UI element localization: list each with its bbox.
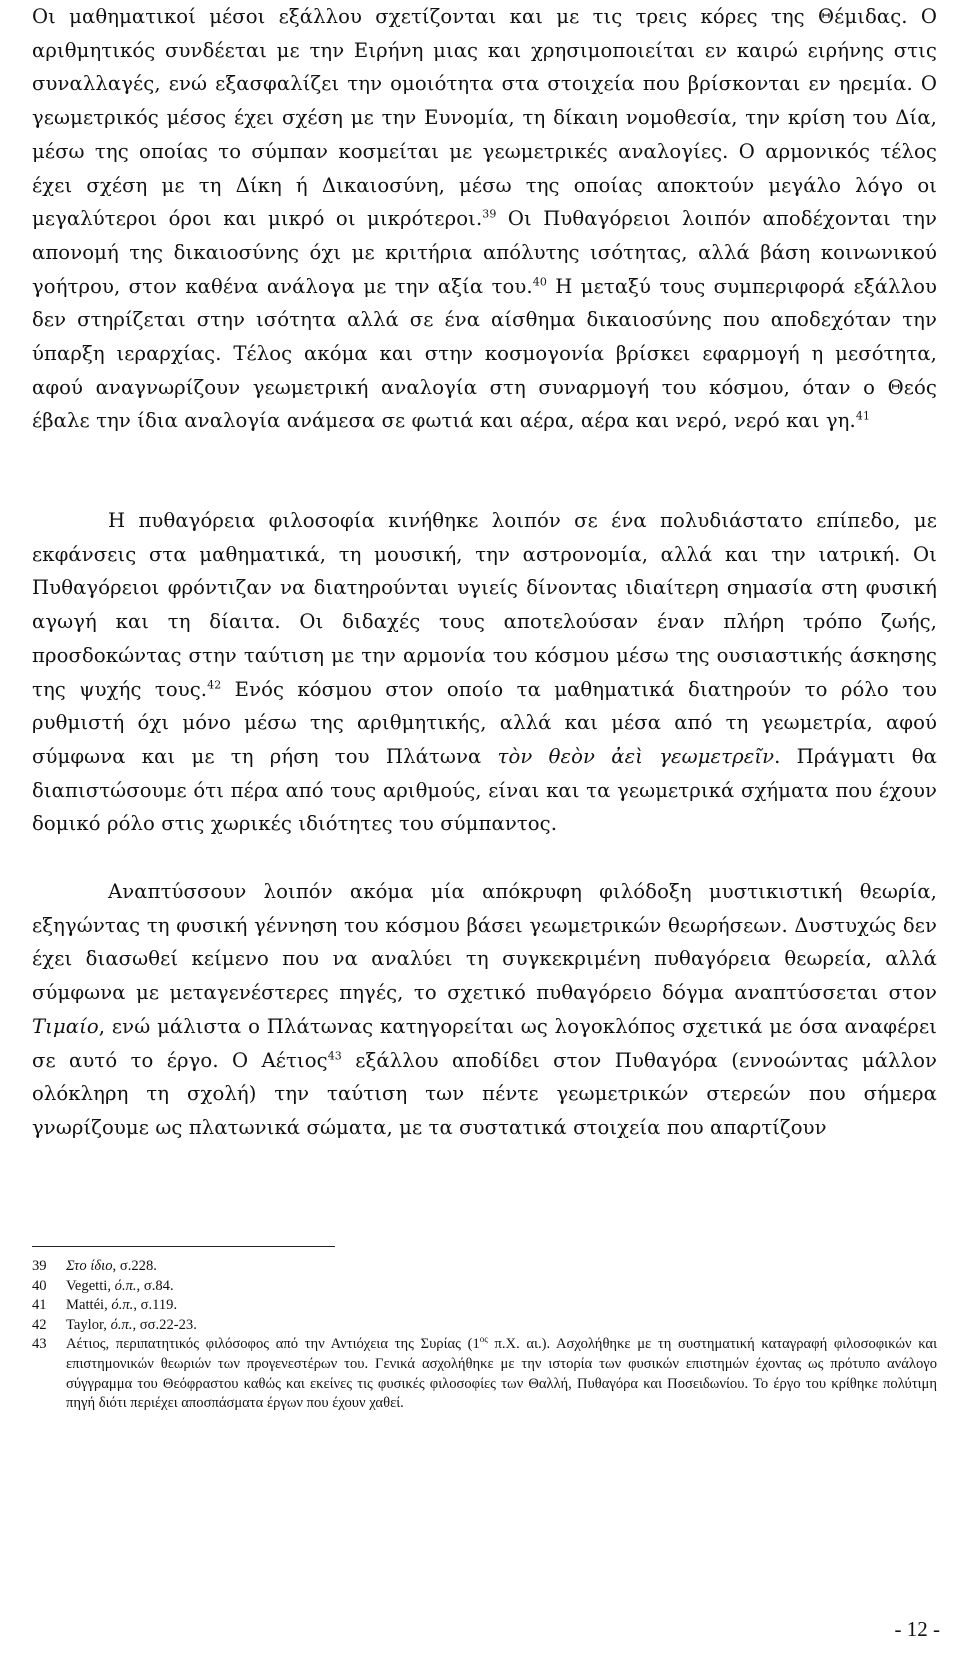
footnote-item	[32, 1316, 937, 1336]
text-run: , σ.119.	[133, 1297, 178, 1314]
text-run: Vegetti,	[66, 1277, 115, 1294]
text-run: εξάλλου αποδίδει στον Πυθαγόρα (εννοώντας μάλλον ολόκληρη τη σχολή) την ταύτιση των πέντε γεωμετρικών στερεών που σήμερα γνωρίζουμε ως πλατωνικά σώματα, με τα συστατικά στοιχεία που απαρτίζουν	[32, 1048, 937, 1139]
italic-text: ό.π.	[114, 1277, 137, 1294]
footnote-ref: 39	[482, 207, 497, 221]
footnote-number: 40	[32, 1277, 47, 1294]
italic-text: Στο ίδιο	[66, 1258, 113, 1274]
text-run: . Πράγματι θα διαπιστώσουμε ότι πέρα από τους αριθμούς, είναι και τα γεωμετρικά σχήματα που έχουν δομικό ρόλο στις χωρικές ιδιότητες του σύμπαντος.	[32, 744, 937, 836]
italic-text: Τιμαίο	[32, 1014, 99, 1038]
footnotes	[32, 1257, 937, 1414]
body-paragraph	[32, 875, 937, 1145]
text-run: Οι μαθηματικοί μέσοι εξάλλου σχετίζονται και με τις τρεις κόρες της Θέμιδας. Ο αριθμητικός συνδέεται με την Ειρήνη μιας και χρησιμοποιείται εν καιρώ ειρήνης στις συναλλαγές, ενώ εξασφαλίζει την ομοιότητα στα στοιχεία που βρίσκονται εν ηρεμία. Ο γεωμετρικός μέσος έχει σχέση με την Ευνομία, τη δίκαιη νομοθεσία, την κρίση του Δία, μέσω της οποίας το σύμπαν κοσμείται με γεωμετρικές αναλογίες. Ο αρμονικός τέλος έχει σχέση με τη Δίκη ή Δικαιοσύνη, μέσω της οποίας αποκτούν μεγάλο λόγο οι μεγαλύτεροι όροι και μικρό οι μικρότεροι.	[32, 5, 937, 231]
footnote-item	[32, 1296, 937, 1316]
footnote-ref: 42	[207, 677, 222, 691]
footnote-item	[32, 1257, 937, 1277]
italic-text: ό.π.	[111, 1297, 134, 1314]
body-paragraph	[32, 504, 937, 841]
body-paragraph	[32, 0, 937, 438]
footnote-number: 41	[32, 1297, 47, 1314]
text-run: Η μεταξύ τους συμπεριφορά εξάλλου δεν στηρίζεται στην ισότητα αλλά σε ένα αίσθημα δικαιοσύνης που αποδεχόταν την ύπαρξη ιεραρχίας. Τέλος ακόμα και στην κοσμογονία βρίσκει εφαρμογή η μεσότητα, αφού αναγνωρίζουν γεωμετρική αναλογία στη συναρμογή του κόσμου, όταν ο Θεός έβαλε την ίδια αναλογία ανάμεσα σε φωτιά και αέρα, αέρα και νερό, νερό και γη.	[32, 274, 937, 433]
italic-text: τὸν θεὸν ἀεὶ γεωμετρεῖν	[497, 744, 775, 768]
text-run: , σ.228.	[112, 1258, 157, 1274]
footnote-text	[66, 1277, 937, 1297]
footnote-text	[66, 1316, 937, 1336]
text-run: , σσ.22-23.	[132, 1316, 197, 1333]
footnote-ref: ος	[479, 1334, 488, 1345]
text-run: Αέτιος, περιπατητικός φιλόσοφος από την Αντιόχεια της Συρίας (1	[66, 1336, 480, 1353]
text-run: Taylor,	[66, 1316, 111, 1333]
footnote-ref: 43	[327, 1048, 342, 1062]
footnote-item	[32, 1335, 937, 1413]
footnote-item	[32, 1277, 937, 1297]
footnote-ref: 40	[532, 275, 547, 289]
text-run: , ενώ μάλιστα ο Πλάτωνας κατηγορείται ως λογοκλόπος σχετικά με όσα αναφέρει σε αυτό το έργο. Ο Αέτιος	[32, 1014, 937, 1072]
footnote-ref: 41	[855, 409, 871, 423]
text-run: Αναπτύσσουν λοιπόν ακόμα μία απόκρυφη φιλόδοξη μυστικιστική θεωρία, εξηγώντας τη φυσική γέννηση του κόσμου βάσει γεωμετρικών θεωρήσεων. Δυστυχώς δεν έχει διασωθεί κείμενο που να αναλύει τη συγκεκριμένη πυθαγόρεια θεωρεία, αλλά σύμφωνα με μεταγενέστερες πηγές, το σχετικό πυθαγόρειο δόγμα αναπτύσσεται στον	[32, 880, 937, 1005]
footnote-separator	[32, 1246, 335, 1247]
text-run: Οι Πυθαγόρειοι λοιπόν αποδέχονται την απονομή της δικαιοσύνης όχι με κριτήρια απόλυτης ισότητας, αλλά βάση κοινωνικού γοήτρου, στον καθένα ανάλογα με την αξία του.	[32, 207, 937, 298]
footnote-text	[66, 1257, 937, 1277]
text-run: π.Χ. αι.). Ασχολήθηκε με τη συστηματική καταγραφή φιλοσοφικών και επιστημονικών θεωριών των προγενεστέρων του. Γενικά ασχολήθηκε με την ιστορία των φυσικών επιστημών έχοντας ως πρότυπο ανάλογο σύγγραμμα του Θεόφραστου καθώς και εκείνες τις φυσικές φιλοσοφίες των Θαλλή, Πυθαγόρα και Ποσειδωνίου. Το έργο του κρίθηκε πολύτιμη πηγή διότι περιέχει αποσπάσματα έργων που έχουν χαθεί.	[66, 1336, 938, 1412]
text-run: Η πυθαγόρεια φιλοσοφία κινήθηκε λοιπόν σε ένα πολυδιάστατο επίπεδο, με εκφάνσεις στα μαθηματικά, τη μουσική, την αστρονομία, αλλά και την ιατρική. Οι Πυθαγόρειοι φρόντιζαν να διατηρούνται υγιείς δίνοντας ιδιαίτερη σημασία στη φυσική αγωγή και τη δίαιτα. Οι διδαχές τους αποτελούσαν έναν πλήρη τρόπο ζωής, προσδοκώντας στην ταύτιση με την αρμονία του κόσμου μέσω της ουσιαστικής άσκησης της ψυχής τους.	[32, 509, 937, 701]
text-run: , σ.84.	[136, 1277, 174, 1294]
footnote-text	[66, 1296, 937, 1316]
footnote-text	[66, 1335, 937, 1413]
text-run: Ενός κόσμου στον οποίο τα μαθηματικά διατηρούν το ρόλο του ρυθμιστή όχι μόνο μέσω της αριθμητικής, αλλά και μέσα από τη γεωμετρία, αφού σύμφωνα και με τη ρήση του Πλάτωνα	[32, 677, 937, 768]
text-run: Mattéi,	[66, 1297, 112, 1314]
footnote-number: 42	[32, 1316, 47, 1333]
page-number: - 12 -	[894, 1617, 940, 1641]
italic-text: ό.π.	[110, 1316, 133, 1333]
footnote-number: 43	[32, 1336, 47, 1353]
footnote-number: 39	[32, 1258, 47, 1274]
